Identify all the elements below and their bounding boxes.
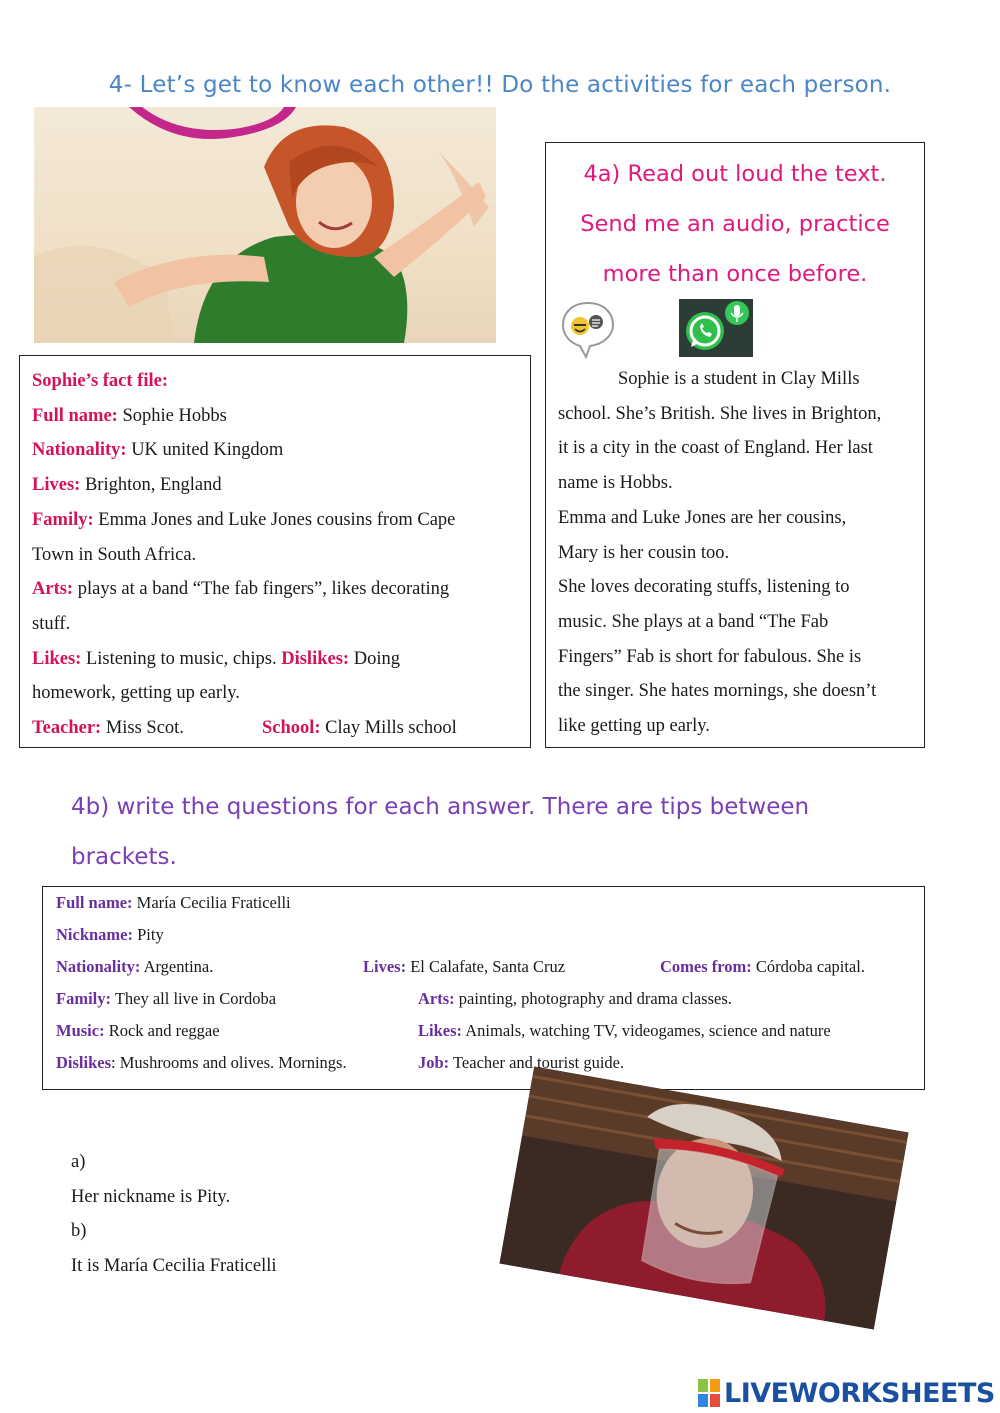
lives-value: Brighton, England [84, 475, 222, 496]
info-nationality-value: Argentina. [143, 957, 214, 976]
brand-text: LIVEWORKSHEETS [724, 1377, 995, 1409]
info-full-name-value: María Cecilia Fraticelli [136, 893, 291, 912]
nationality-label: Nationality: [32, 440, 127, 461]
info-comes-from-label: Comes from: [660, 957, 752, 976]
questions-title-line-1: 4b) write the questions for each answer. There are tips between [71, 794, 810, 820]
reading-line: Mary is her cousin too. [558, 542, 730, 563]
sophie-photo [34, 107, 496, 343]
answer-text-a: Her nickname is Pity. [71, 1186, 231, 1207]
answers-list [71, 1145, 277, 1283]
family-value: Emma Jones and Luke Jones cousins from Cape [98, 509, 456, 530]
reading-title-line-1: 4a) Read out loud the text. [583, 161, 887, 187]
dislikes-value: Doing [353, 648, 400, 669]
info-arts-value: painting, photography and drama classes. [458, 989, 732, 1008]
reading-line: music. She plays at a band “The Fab [558, 611, 829, 632]
info-nationality-label: Nationality: [56, 957, 141, 976]
likes-value: Listening to music, chips. [85, 648, 277, 669]
reading-line: Fingers” Fab is short for fabulous. She is [558, 646, 862, 667]
family-label: Family: [32, 509, 94, 530]
info-music-value: Rock and reggae [108, 1021, 220, 1040]
school-value: Clay Mills school [325, 718, 457, 739]
info-lives-value: El Calafate, Santa Cruz [410, 957, 566, 976]
full-name-label: Full name: [32, 405, 118, 426]
reading-line: school. She’s British. She lives in Brighton, [558, 403, 882, 424]
info-music-label: Music: [56, 1021, 105, 1040]
info-job-value: Teacher and tourist guide. [453, 1053, 625, 1072]
info-box [42, 886, 925, 1090]
answer-letter-a: a) [71, 1152, 86, 1172]
full-name-value: Sophie Hobbs [122, 405, 227, 426]
speech-bubble-icon[interactable] [560, 299, 616, 359]
info-nickname-value: Pity [137, 925, 164, 944]
arts-value-cont: stuff. [32, 613, 71, 634]
school-label: School: [261, 718, 321, 739]
arts-label: Arts: [32, 579, 74, 600]
reading-line: the singer. She hates mornings, she doesn’t [558, 681, 877, 702]
page-title: 4- Let’s get to know each other!! Do the activities for each person. [108, 72, 892, 98]
reading-line: Emma and Luke Jones are her cousins, [558, 507, 847, 528]
info-arts-label: Arts: [418, 989, 455, 1008]
reading-title-line-3: more than once before. [602, 261, 868, 287]
whatsapp-icon[interactable] [679, 299, 753, 357]
info-full-name-label: Full name: [56, 893, 133, 912]
info-lives-label: Lives: [363, 957, 407, 976]
teacher-label: Teacher: [32, 718, 102, 739]
info-job-label: Job: [418, 1053, 450, 1072]
questions-instructions [71, 782, 871, 882]
info-family-label: Family: [56, 989, 111, 1008]
info-nickname-label: Nickname: [56, 925, 133, 944]
liveworksheets-logo [698, 1376, 995, 1410]
fact-file-box [19, 355, 531, 748]
info-comes-from-value: Córdoba capital. [755, 957, 865, 976]
lives-label: Lives: [32, 475, 81, 496]
info-family-value: They all live in Cordoba [114, 989, 277, 1008]
reading-line: name is Hobbs. [558, 473, 673, 494]
teacher-value: Miss Scot. [105, 718, 184, 739]
logo-blocks-icon [698, 1379, 720, 1407]
dislikes-value-cont: homework, getting up early. [32, 683, 240, 704]
teacher-photo [500, 1067, 909, 1330]
fact-file-heading: Sophie’s fact file: [32, 371, 168, 391]
info-dislikes-value: : Mushrooms and olives. Mornings. [111, 1053, 347, 1072]
arts-value: plays at a band “The fab fingers”, likes decorating [77, 579, 450, 600]
reading-box [545, 142, 925, 748]
answer-text-b: It is María Cecilia Fraticelli [71, 1255, 277, 1276]
reading-title-line-2: Send me an audio, practice [580, 211, 890, 237]
answer-letter-b: b) [71, 1221, 87, 1242]
info-likes-value: Animals, watching TV, videogames, science and nature [465, 1021, 831, 1040]
likes-label: Likes: [32, 648, 82, 669]
reading-line: like getting up early. [558, 716, 710, 737]
reading-instructions [546, 149, 924, 299]
reading-line: Sophie is a student in Clay Mills [618, 369, 860, 389]
info-dislikes-label: Dislikes [56, 1053, 112, 1072]
family-value-cont: Town in South Africa. [32, 544, 197, 565]
info-likes-label: Likes: [418, 1021, 463, 1040]
reading-line: it is a city in the coast of England. Her last [558, 438, 873, 459]
reading-text [558, 362, 918, 744]
questions-title-line-2: brackets. [71, 844, 177, 870]
dislikes-label: Dislikes: [281, 648, 350, 669]
reading-line: She loves decorating stuffs, listening to [558, 577, 850, 598]
nationality-value: UK united Kingdom [131, 440, 284, 461]
